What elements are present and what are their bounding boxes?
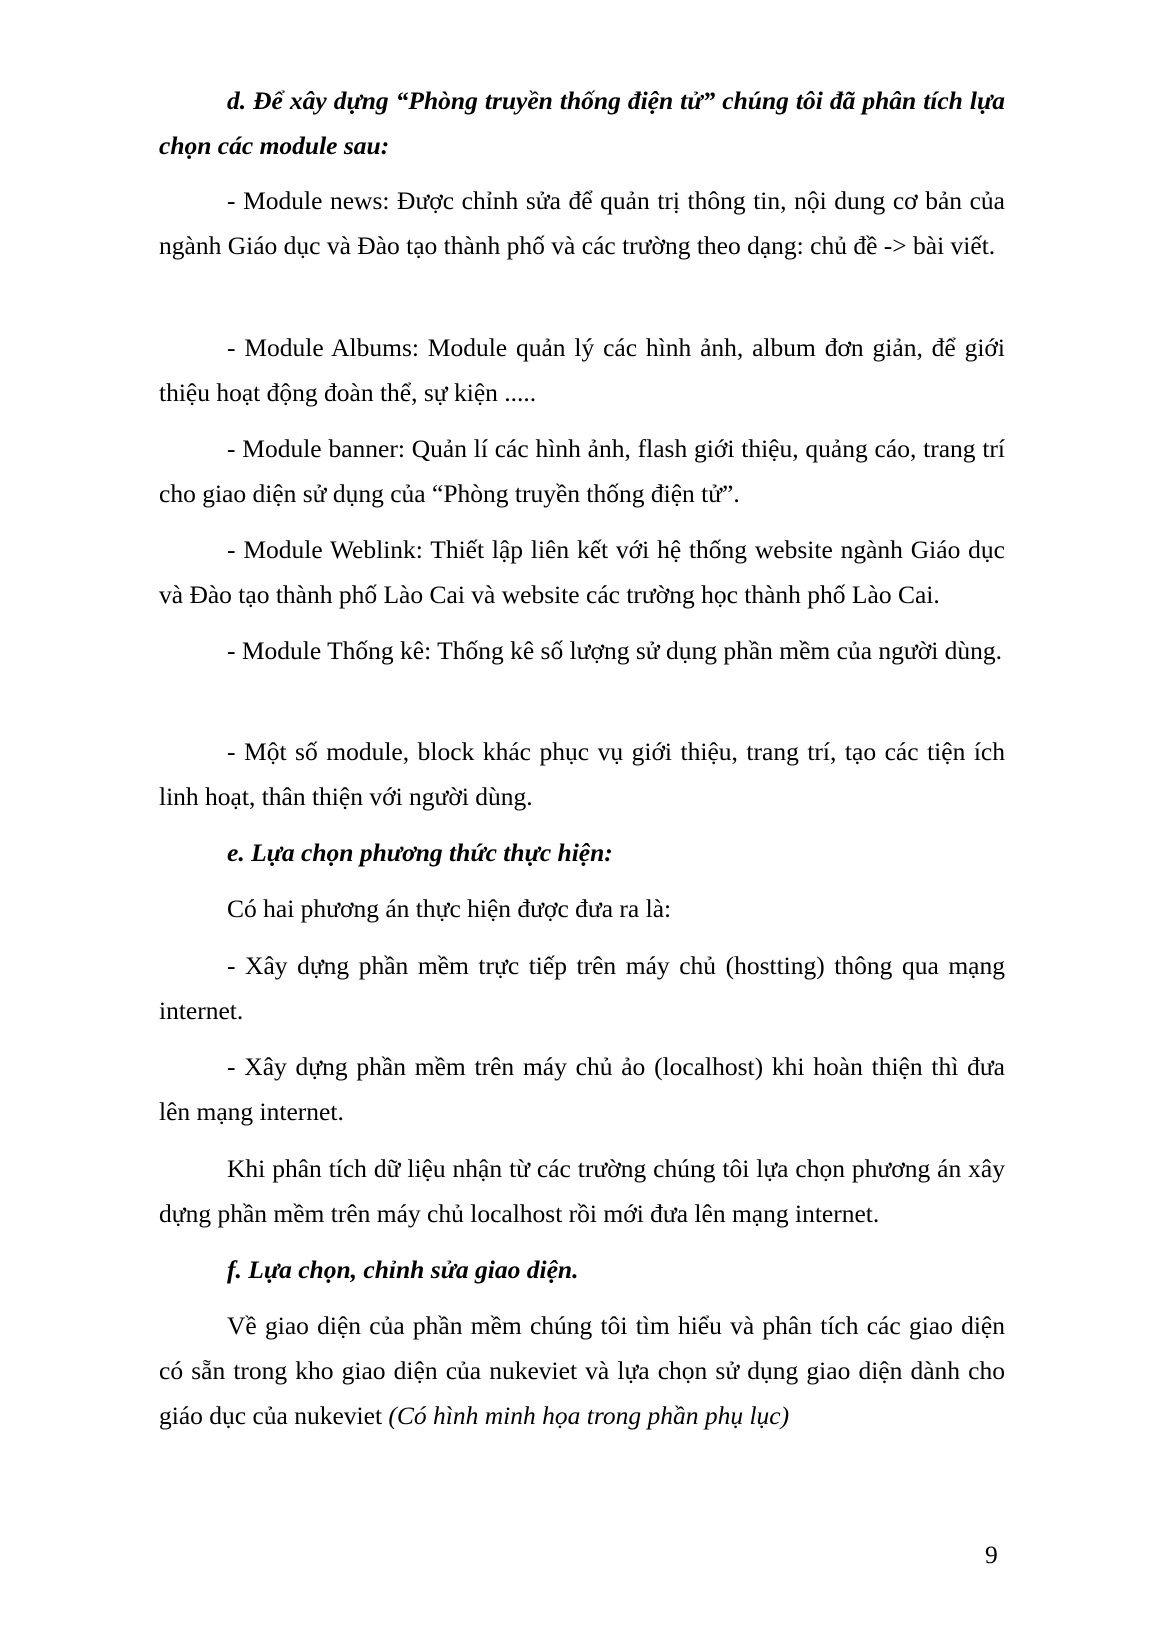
document-page <box>159 0 1005 1637</box>
module-weblink-item: - Module Weblink: Thiết lập liên kết với hệ thống website ngành Giáo dục và Đào tạo thành phố Lào Cai và website các trường học thành phố Lào Cai. <box>159 535 1005 609</box>
section-d-heading: d. Để xây dựng “Phòng truyền thống điện tử” chúng tôi đã phân tích lựa chọn các module sau: <box>159 86 1005 160</box>
option-hosting-item: - Xây dựng phần mềm trực tiếp trên máy chủ (hostting) thông qua mạng internet. <box>159 951 1005 1025</box>
module-statistics-item: - Module Thống kê: Thống kê số lượng sử dụng phần mềm của người dùng. <box>227 636 1003 665</box>
section-f-body-text: Về giao diện của phần mềm chúng tôi tìm hiểu và phân tích các giao diện có sẵn trong kho giao diện của nukeviet và lựa chọn sử dụng giao diện dành cho giáo dục của nukeviet <box>159 1311 1005 1430</box>
section-f-heading: f. Lựa chọn, chỉnh sửa giao diện. <box>227 1255 579 1284</box>
module-other-item: - Một số module, block khác phục vụ giới thiệu, trang trí, tạo các tiện ích linh hoạt, thân thiện với người dùng. <box>159 737 1005 811</box>
appendix-note: (Có hình minh họa trong phần phụ lục) <box>388 1401 790 1430</box>
section-e-intro: Có hai phương án thực hiện được đưa ra là: <box>227 894 672 923</box>
page-number: 9 <box>985 1540 998 1569</box>
option-localhost-item: - Xây dựng phần mềm trên máy chủ ảo (localhost) khi hoàn thiện thì đưa lên mạng internet. <box>159 1052 1005 1126</box>
section-e-conclusion: Khi phân tích dữ liệu nhận từ các trường chúng tôi lựa chọn phương án xây dựng phần mềm trên máy chủ localhost rồi mới đưa lên mạng internet. <box>159 1154 1005 1228</box>
section-e-heading: e. Lựa chọn phương thức thực hiện: <box>227 838 613 867</box>
section-f-body <box>159 1303 1005 1438</box>
module-news-item: - Module news: Được chỉnh sửa để quản trị thông tin, nội dung cơ bản của ngành Giáo dục và Đào tạo thành phố và các trường theo dạng: chủ đề -> bài viết. <box>159 186 1005 260</box>
module-banner-item: - Module banner: Quản lí các hình ảnh, flash giới thiệu, quảng cáo, trang trí cho giao diện sử dụng của “Phòng truyền thống điện tử”. <box>159 434 1005 508</box>
module-albums-item: - Module Albums: Module quản lý các hình ảnh, album đơn giản, để giới thiệu hoạt động đoàn thể, sự kiện ..... <box>159 333 1005 407</box>
